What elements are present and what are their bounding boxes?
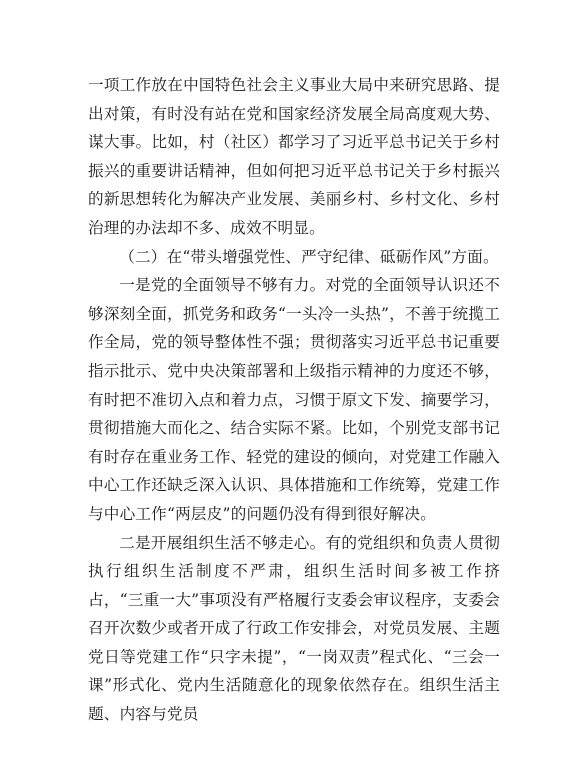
paragraph-leadership: 一是党的全面领导不够有力。对党的全面领导认识还不够深刻全面，抓党务和政务“一头冷一头热”，不善于统揽工作全局，党的领导整体性不强；贯彻落实习近平总书记重要指示批示、党中央决策部署和上级指示精神的力度还不够，有时把不准切入点和着力点，习惯于原文下发、摘要学习，贯彻措施大而化之、结合实际不紧。比如，个别党支部书记有时存在重业务工作、轻党的建设的倾向，对党建工作融入中心工作还缺乏深入认识、具体措施和工作统筹，党建工作与中心工作“两层皮”的问题仍没有得到很好解决。 (88, 276, 500, 523)
paragraph-organization-life: 二是开展组织生活不够走心。有的党组织和负责人贯彻执行组织生活制度不严肃，组织生活时间多被工作挤占，“三重一大”事项没有严格履行支委会审议程序，支委会召开次数少或者开成了行政工作安排会，对党员发展、主题党日等党建工作“只字未提”，“一岗双责”程式化、“三会一课”形式化、党内生活随意化的现象依然存在。组织生活主题、内容与党员 (88, 533, 500, 724)
document-body (88, 71, 500, 729)
paragraph-continuation: 一项工作放在中国特色社会主义事业大局中来研究思路、提出对策，有时没有站在党和国家经济发展全局高度观大势、谋大事。比如，村（社区）都学习了习近平总书记关于乡村振兴的重要讲话精神，但如何把习近平总书记关于乡村振兴的新思想转化为解决产业发展、美丽乡村、乡村文化、乡村治理的办法却不多、成效不明显。 (88, 76, 500, 237)
section-heading: （二）在“带头增强党性、严守纪律、砥砺作风”方面。 (119, 247, 499, 266)
